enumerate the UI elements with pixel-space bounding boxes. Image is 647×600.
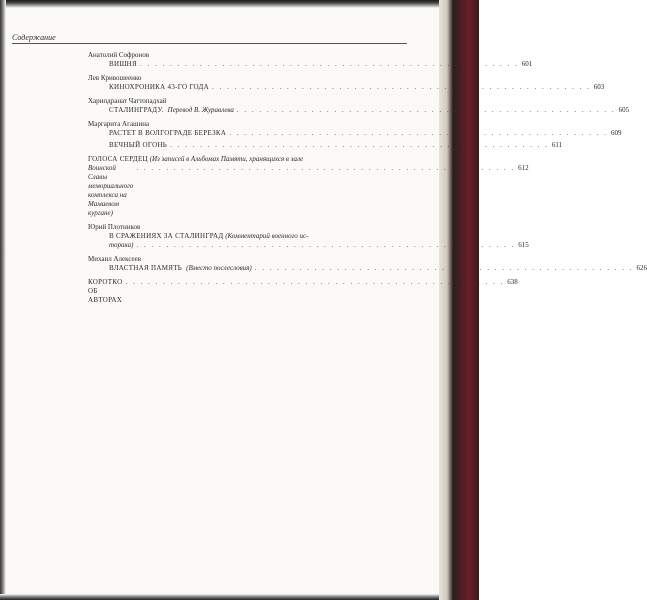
- entry-title: КОРОТКО ОБ АВТОРАХ: [88, 278, 123, 304]
- toc-entry-battles: [18, 223, 529, 250]
- entry-page: 611: [551, 141, 563, 149]
- scan-edge-bottom: [0, 594, 445, 600]
- entry-page: 626: [636, 264, 647, 272]
- leader-dots: . . . . . . . . . . . . . . . . . . . . . . . . . . . . . . . . . . . . . . . . . . . . . . . . . . .: [229, 129, 608, 137]
- entry-page: 609: [610, 129, 622, 137]
- leader-dots: . . . . . . . . . . . . . . . . . . . . . . . . . . . . . . . . . . . . . . . . . . . . . . . . . . .: [254, 264, 634, 272]
- leader-dots: . . . . . . . . . . . . . . . . . . . . . . . . . . . . . . . . . . . . . . . . . . . . . . . . . . .: [140, 60, 519, 68]
- entry-title: ГОЛОСА СЕРДЕЦ: [88, 155, 148, 163]
- header-title: Содержание: [12, 33, 56, 42]
- entry-note-line2: Воинской Славы мемориального комплекса на Мамаевом кургане): [88, 164, 134, 217]
- toc-entry: [18, 97, 630, 115]
- entry-page: 612: [518, 164, 529, 172]
- toc-entry: [18, 74, 605, 92]
- page-header: [12, 33, 407, 44]
- toc-entry: [18, 120, 622, 138]
- entry-title: В СРАЖЕНИЯХ ЗА СТАЛИНГРАД: [109, 232, 224, 240]
- entry-title: ВИШНЯ: [109, 60, 138, 68]
- entry-title: КИНОХРОНИКА 43-ГО ГОДА: [109, 83, 209, 91]
- entry-author: Лев Кривошеенко: [88, 74, 142, 82]
- toc-entry: [18, 51, 533, 69]
- leader-dots: . . . . . . . . . . . . . . . . . . . . . . . . . . . . . . . . . . . . . . . . . . . . . . . . . . .: [125, 278, 505, 286]
- toc-entry-memory: [18, 255, 647, 273]
- entry-note: (Вместо послесловия): [186, 264, 252, 272]
- leader-dots: . . . . . . . . . . . . . . . . . . . . . . . . . . . . . . . . . . . . . . . . . . . . . . . . . . .: [211, 83, 591, 91]
- scan-edge-top: [0, 0, 445, 8]
- entry-author: Харипдранат Чаттопадхай: [88, 97, 167, 105]
- toc-entry-voices: [18, 155, 529, 218]
- entry-note-line2: торика): [109, 241, 134, 249]
- entry-note-line1: (Из записей в Альбомах Памяти, хранящихся в зале: [149, 155, 304, 163]
- entry-author: Михаил Алексеев: [88, 255, 142, 263]
- table-of-contents: [18, 51, 647, 310]
- entry-title: РАСТЕТ В ВОЛГОГРАДЕ БЕРЕЗКА: [109, 129, 227, 137]
- entry-page: 638: [507, 278, 518, 286]
- entry-author: Юрий Плотников: [88, 223, 141, 231]
- leader-dots: . . . . . . . . . . . . . . . . . . . . . . . . . . . . . . . . . . . . . . . . . . . . . . . . . . .: [136, 164, 516, 172]
- scan-edge-left: [0, 0, 6, 600]
- toc-entry: [18, 141, 563, 150]
- leader-dots: . . . . . . . . . . . . . . . . . . . . . . . . . . . . . . . . . . . . . . . . . . . . . . . . . . .: [170, 141, 549, 149]
- entry-page: 601: [521, 60, 533, 68]
- entry-title: [109, 264, 252, 273]
- leader-dots: . . . . . . . . . . . . . . . . . . . . . . . . . . . . . . . . . . . . . . . . . . . . . . . . . . .: [136, 241, 516, 249]
- entry-page: 615: [518, 241, 529, 249]
- entry-title: [109, 106, 234, 115]
- entry-title-text: ВЛАСТНАЯ ПАМЯТЬ: [109, 264, 183, 272]
- entry-author: Анатолий Софронов: [88, 51, 150, 59]
- entry-page: 603: [593, 83, 605, 91]
- entry-page: 605: [618, 106, 630, 114]
- leader-dots: . . . . . . . . . . . . . . . . . . . . . . . . . . . . . . . . . . . . . . . . . . . . . . . . . . .: [236, 106, 616, 114]
- entry-title-text: СТАЛИНГРАДУ.: [109, 106, 164, 114]
- entry-author: Маргарита Агашина: [88, 120, 150, 128]
- toc-entry-authors: [18, 278, 518, 305]
- entry-title: ВЕЧНЫЙ ОГОНЬ: [109, 141, 168, 149]
- entry-translator-note: Перевод В. Журавлева: [167, 106, 234, 114]
- entry-note-line1: (Комментарий военного ис-: [225, 232, 309, 240]
